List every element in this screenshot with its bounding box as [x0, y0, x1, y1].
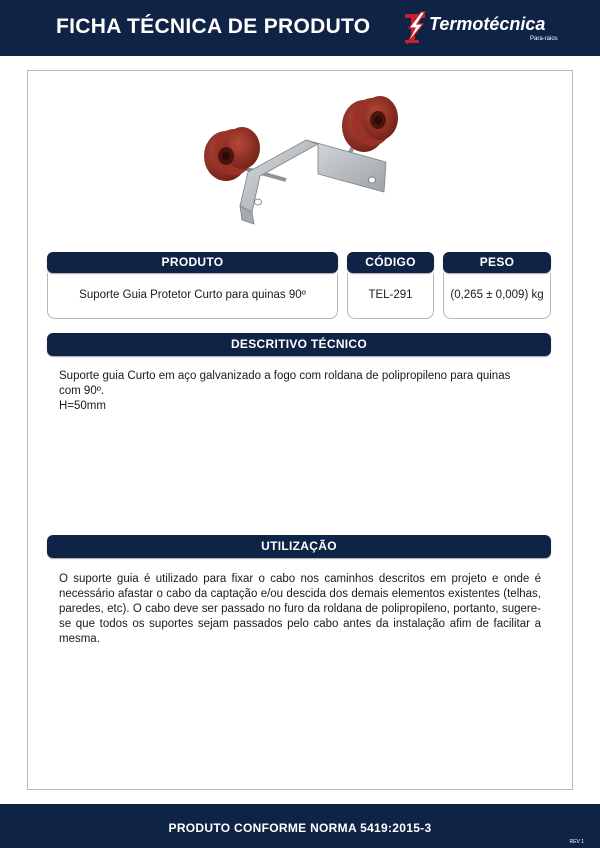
product-value: Suporte Guia Protetor Curto para quinas 90º	[47, 273, 338, 319]
code-header: CÓDIGO	[347, 252, 434, 273]
revision-label: REV 1	[569, 839, 584, 845]
logo-name: Termotécnica	[429, 14, 546, 34]
header-bar	[0, 0, 600, 56]
product-image	[196, 88, 406, 232]
norm-statement: PRODUTO CONFORME NORMA 5419:2015-3	[168, 821, 432, 835]
usage-text: O suporte guia é utilizado para fixar o cabo nos caminhos descritos em projeto e onde é necessário afastar o cabo da captação e/ou descida dos demais elementos existentes (telhas, paredes, etc). O cabo deve ser passado no furo da roldana de polipropileno, portanto, sugere-se que todos os suportes sejam passados pelo cabo antes da instalação afim de facilitar a mesma.	[59, 573, 541, 645]
technical-line-3: H=50mm	[59, 400, 106, 412]
lightning-logo-icon	[403, 10, 429, 46]
technical-line-2: com 90º.	[59, 385, 105, 397]
technical-line-1: Suporte guia Curto em aço galvanizado a fogo com roldana de polipropileno para quinas	[59, 370, 511, 382]
usage-header: UTILIZAÇÃO	[47, 535, 551, 558]
company-logo	[403, 10, 573, 48]
product-header: PRODUTO	[47, 252, 338, 273]
technical-header: DESCRITIVO TÉCNICO	[47, 333, 551, 356]
technical-description	[59, 369, 549, 414]
weight-header: PESO	[443, 252, 551, 273]
page-title: FICHA TÉCNICA DE PRODUTO	[56, 15, 371, 38]
weight-value: (0,265 ± 0,009) kg	[443, 273, 551, 319]
logo-tagline: Para-raios	[530, 36, 558, 42]
footer-bar	[0, 804, 600, 848]
code-value: TEL-291	[347, 273, 434, 319]
